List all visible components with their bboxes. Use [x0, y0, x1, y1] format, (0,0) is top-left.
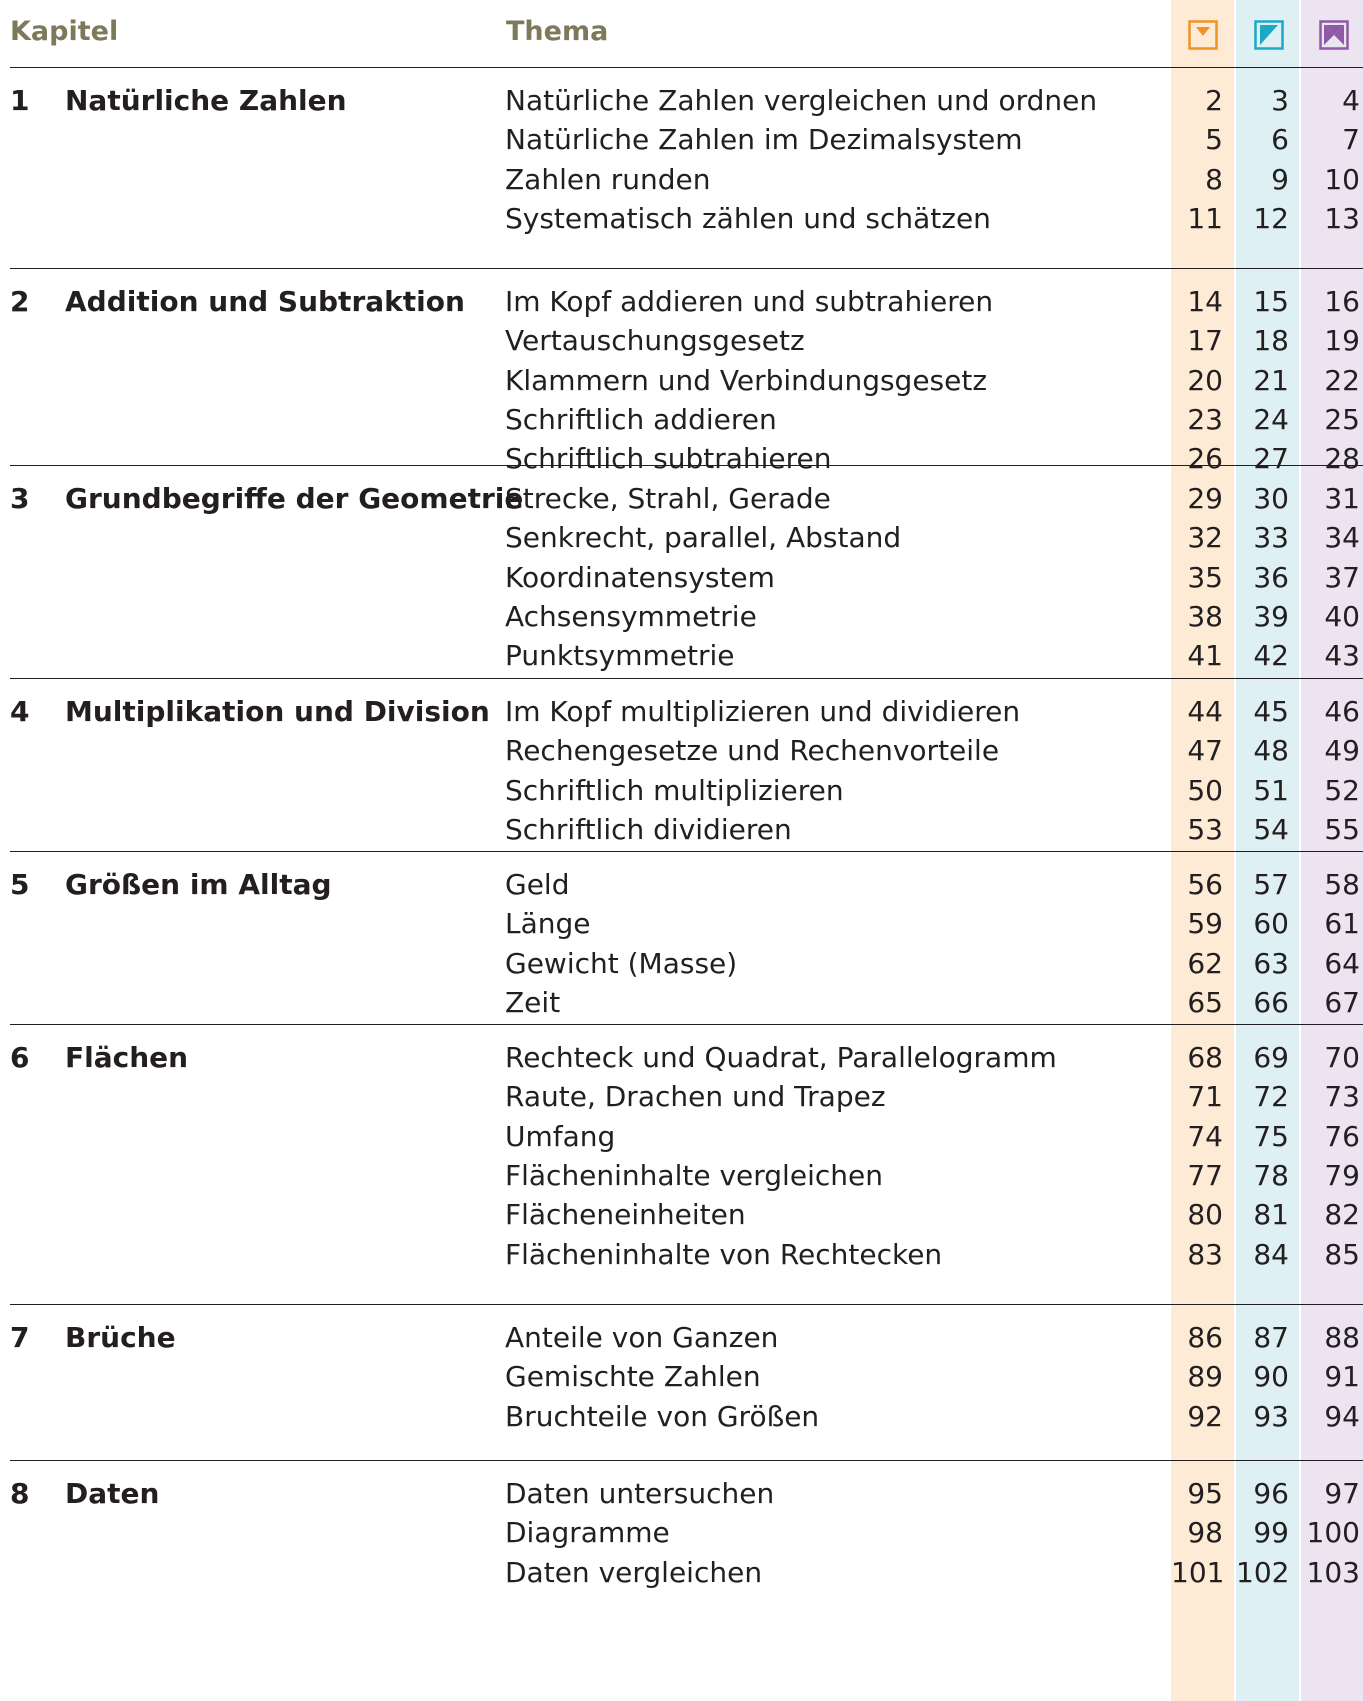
level-medium-icon — [1254, 20, 1284, 50]
page-medium[interactable]: 99 — [1253, 1516, 1289, 1550]
chapter-number: 3 — [10, 482, 30, 515]
topic-name[interactable]: Schriftlich multiplizieren — [505, 773, 844, 807]
page-basic[interactable]: 11 — [1187, 201, 1223, 235]
page-advanced[interactable]: 13 — [1324, 201, 1360, 235]
chapter-title[interactable]: Brüche — [65, 1321, 176, 1354]
page-medium[interactable]: 30 — [1253, 482, 1289, 515]
chapter-title[interactable]: Größen im Alltag — [65, 868, 332, 901]
page-basic[interactable]: 53 — [1187, 812, 1223, 846]
page-basic[interactable]: 56 — [1187, 868, 1223, 901]
page-medium[interactable]: 12 — [1253, 201, 1289, 235]
page-basic[interactable]: 17 — [1187, 324, 1223, 358]
topic-row — [0, 771, 1363, 811]
topic-name[interactable]: Schriftlich subtrahieren — [505, 442, 832, 476]
page-medium[interactable]: 39 — [1253, 599, 1289, 633]
chapter-number: 8 — [10, 1477, 30, 1510]
page-basic[interactable]: 50 — [1187, 773, 1223, 807]
topic-row — [0, 904, 1363, 944]
page-medium[interactable]: 48 — [1253, 734, 1289, 768]
topic-name[interactable]: Rechengesetze und Rechenvorteile — [505, 734, 1000, 768]
chapter-divider — [10, 1460, 1363, 1461]
topic-row — [0, 199, 1363, 239]
page-basic[interactable]: 68 — [1187, 1041, 1223, 1074]
page-basic[interactable]: 101 — [1171, 1555, 1225, 1589]
topic-name[interactable]: Senkrecht, parallel, Abstand — [505, 521, 902, 555]
chapter-divider — [10, 465, 1363, 466]
page-medium[interactable]: 69 — [1253, 1041, 1289, 1074]
page-medium[interactable]: 63 — [1253, 946, 1289, 980]
page-advanced[interactable]: 70 — [1324, 1041, 1360, 1074]
page-advanced[interactable]: 22 — [1324, 363, 1360, 397]
page-advanced[interactable]: 82 — [1324, 1198, 1360, 1232]
page-medium[interactable]: 84 — [1253, 1237, 1289, 1271]
chapter-divider — [10, 1304, 1363, 1305]
topic-name[interactable]: Flächeninhalte von Rechtecken — [505, 1237, 943, 1271]
page-advanced[interactable]: 52 — [1324, 773, 1360, 807]
chapter-number: 4 — [10, 695, 30, 728]
page-advanced[interactable]: 61 — [1324, 907, 1360, 941]
page-medium[interactable]: 81 — [1253, 1198, 1289, 1232]
topic-name[interactable]: Im Kopf multiplizieren und dividieren — [505, 695, 1021, 728]
kapitel-header: Kapitel — [10, 16, 119, 47]
page-advanced[interactable]: 97 — [1324, 1477, 1360, 1510]
page-advanced[interactable]: 76 — [1324, 1119, 1360, 1153]
page-advanced[interactable]: 67 — [1324, 985, 1360, 1019]
page-advanced[interactable]: 91 — [1324, 1360, 1360, 1394]
topic-row — [0, 1077, 1363, 1117]
topic-row — [0, 810, 1363, 850]
topic-row — [0, 1156, 1363, 1196]
page-medium[interactable]: 87 — [1253, 1321, 1289, 1354]
page-advanced[interactable]: 103 — [1306, 1555, 1360, 1589]
page-advanced[interactable]: 79 — [1324, 1158, 1360, 1192]
topic-row — [0, 1195, 1363, 1235]
page-advanced[interactable]: 58 — [1324, 868, 1360, 901]
topic-row — [0, 321, 1363, 361]
page-medium[interactable]: 15 — [1253, 285, 1289, 318]
page-advanced[interactable]: 100 — [1306, 1516, 1360, 1550]
page-advanced[interactable]: 16 — [1324, 285, 1360, 318]
page-basic[interactable]: 44 — [1187, 695, 1223, 728]
page-advanced[interactable]: 34 — [1324, 521, 1360, 555]
topic-row — [0, 479, 1363, 519]
topic-row — [0, 597, 1363, 637]
page-basic[interactable]: 38 — [1187, 599, 1223, 633]
chapter-title[interactable]: Natürliche Zahlen — [65, 84, 347, 117]
topic-row — [0, 983, 1363, 1023]
page-basic[interactable]: 2 — [1205, 84, 1223, 117]
page-advanced[interactable]: 37 — [1324, 560, 1360, 594]
topic-row — [0, 160, 1363, 200]
topic-row — [0, 558, 1363, 598]
page-medium[interactable]: 33 — [1253, 521, 1289, 555]
page-advanced[interactable]: 40 — [1324, 599, 1360, 633]
page-medium[interactable]: 54 — [1253, 812, 1289, 846]
page-medium[interactable]: 6 — [1271, 123, 1289, 157]
page-medium[interactable]: 66 — [1253, 985, 1289, 1019]
page-basic[interactable]: 98 — [1187, 1516, 1223, 1550]
chapter-divider — [10, 268, 1363, 269]
chapter-title[interactable]: Daten — [65, 1477, 160, 1510]
page-medium[interactable]: 21 — [1253, 363, 1289, 397]
topic-row — [0, 1038, 1363, 1078]
page-advanced[interactable]: 64 — [1324, 946, 1360, 980]
chapter-divider — [10, 67, 1363, 68]
topic-name[interactable]: Natürliche Zahlen vergleichen und ordnen — [505, 84, 1098, 117]
topic-row — [0, 400, 1363, 440]
page-advanced[interactable]: 43 — [1324, 639, 1360, 673]
page-advanced[interactable]: 88 — [1324, 1321, 1360, 1354]
page-basic[interactable]: 92 — [1187, 1399, 1223, 1433]
topic-name[interactable]: Strecke, Strahl, Gerade — [505, 482, 831, 515]
page-medium[interactable]: 45 — [1253, 695, 1289, 728]
topic-row — [0, 120, 1363, 160]
page-medium[interactable]: 78 — [1253, 1158, 1289, 1192]
topic-name[interactable]: Geld — [505, 868, 570, 901]
topic-name[interactable]: Umfang — [505, 1119, 616, 1153]
page-basic[interactable]: 77 — [1187, 1158, 1223, 1192]
topic-row — [0, 1397, 1363, 1437]
page-basic[interactable]: 95 — [1187, 1477, 1223, 1510]
page-medium[interactable]: 102 — [1236, 1555, 1290, 1589]
page-advanced[interactable]: 31 — [1324, 482, 1360, 515]
page-basic[interactable]: 80 — [1187, 1198, 1223, 1232]
topic-name[interactable]: Schriftlich dividieren — [505, 812, 792, 846]
topic-row — [0, 1513, 1363, 1553]
chapter-title[interactable]: Flächen — [65, 1041, 189, 1074]
topic-name[interactable]: Koordinatensystem — [505, 560, 775, 594]
topic-row — [0, 518, 1363, 558]
topic-name[interactable]: Flächeneinheiten — [505, 1198, 746, 1232]
topic-row — [0, 636, 1363, 676]
topic-row — [0, 1318, 1363, 1358]
topic-name[interactable]: Systematisch zählen und schätzen — [505, 201, 991, 235]
chapter-divider — [10, 678, 1363, 679]
topic-row — [0, 1357, 1363, 1397]
topic-row — [0, 692, 1363, 732]
page-basic[interactable]: 86 — [1187, 1321, 1223, 1354]
topic-row — [0, 944, 1363, 984]
page-medium[interactable]: 3 — [1271, 84, 1289, 117]
page-basic[interactable]: 59 — [1187, 907, 1223, 941]
page-advanced[interactable]: 25 — [1324, 402, 1360, 436]
chapter-number: 6 — [10, 1041, 30, 1074]
page-medium[interactable]: 24 — [1253, 402, 1289, 436]
level-basic-icon — [1188, 20, 1218, 50]
chapter-title[interactable]: Multiplikation und Division — [65, 695, 490, 728]
page-advanced[interactable]: 73 — [1324, 1080, 1360, 1114]
chapter-number: 1 — [10, 84, 30, 117]
topic-name[interactable]: Vertauschungsgesetz — [505, 324, 805, 358]
topic-row — [0, 1117, 1363, 1157]
page-medium[interactable]: 42 — [1253, 639, 1289, 673]
page-advanced[interactable]: 28 — [1324, 442, 1360, 476]
topic-name[interactable]: Daten untersuchen — [505, 1477, 775, 1510]
page-advanced[interactable]: 49 — [1324, 734, 1360, 768]
page-basic[interactable]: 47 — [1187, 734, 1223, 768]
page-advanced[interactable]: 55 — [1324, 812, 1360, 846]
topic-name[interactable]: Punktsymmetrie — [505, 639, 735, 673]
page-basic[interactable]: 65 — [1187, 985, 1223, 1019]
page-basic[interactable]: 71 — [1187, 1080, 1223, 1114]
chapter-title[interactable]: Addition und Subtraktion — [65, 285, 465, 318]
topic-row — [0, 1474, 1363, 1514]
page-medium[interactable]: 72 — [1253, 1080, 1289, 1114]
topic-row — [0, 865, 1363, 905]
page-basic[interactable]: 26 — [1187, 442, 1223, 476]
topic-name[interactable]: Achsensymmetrie — [505, 599, 757, 633]
topic-name[interactable]: Gewicht (Masse) — [505, 946, 738, 980]
topic-row — [0, 1553, 1363, 1593]
topic-name[interactable]: Im Kopf addieren und subtrahieren — [505, 285, 994, 318]
page-medium[interactable]: 93 — [1253, 1399, 1289, 1433]
topic-name[interactable]: Anteile von Ganzen — [505, 1321, 779, 1354]
page-medium[interactable]: 90 — [1253, 1360, 1289, 1394]
page-basic[interactable]: 5 — [1205, 123, 1223, 157]
page-medium[interactable]: 36 — [1253, 560, 1289, 594]
thema-header: Thema — [506, 16, 609, 47]
topic-name[interactable]: Rechteck und Quadrat, Parallelogramm — [505, 1041, 1057, 1074]
page-basic[interactable]: 29 — [1187, 482, 1223, 515]
topic-name[interactable]: Flächeninhalte vergleichen — [505, 1158, 883, 1192]
page-medium[interactable]: 51 — [1253, 773, 1289, 807]
chapter-divider — [10, 1024, 1363, 1025]
page-basic[interactable]: 62 — [1187, 946, 1223, 980]
topic-row — [0, 361, 1363, 401]
page-advanced[interactable]: 19 — [1324, 324, 1360, 358]
topic-name[interactable]: Klammern und Verbindungsgesetz — [505, 363, 988, 397]
level-advanced-icon — [1319, 20, 1349, 50]
page-basic[interactable]: 8 — [1205, 162, 1223, 196]
page-basic[interactable]: 14 — [1187, 285, 1223, 318]
topic-name[interactable]: Diagramme — [505, 1516, 670, 1550]
page-medium[interactable]: 75 — [1253, 1119, 1289, 1153]
page-basic[interactable]: 89 — [1187, 1360, 1223, 1394]
topic-row — [0, 731, 1363, 771]
chapter-divider — [10, 851, 1363, 852]
page-advanced[interactable]: 85 — [1324, 1237, 1360, 1271]
chapter-number: 2 — [10, 285, 30, 318]
page-advanced[interactable]: 7 — [1342, 123, 1360, 157]
page-medium[interactable]: 18 — [1253, 324, 1289, 358]
page-medium[interactable]: 57 — [1253, 868, 1289, 901]
page-basic[interactable]: 83 — [1187, 1237, 1223, 1271]
topic-name[interactable]: Natürliche Zahlen im Dezimalsystem — [505, 123, 1023, 157]
page-advanced[interactable]: 94 — [1324, 1399, 1360, 1433]
topic-name[interactable]: Länge — [505, 907, 591, 941]
page-medium[interactable]: 60 — [1253, 907, 1289, 941]
chapter-number: 7 — [10, 1321, 30, 1354]
page-basic[interactable]: 20 — [1187, 363, 1223, 397]
topic-name[interactable]: Gemischte Zahlen — [505, 1360, 761, 1394]
page-basic[interactable]: 23 — [1187, 402, 1223, 436]
page-medium[interactable]: 96 — [1253, 1477, 1289, 1510]
topic-row — [0, 1235, 1363, 1275]
page-basic[interactable]: 35 — [1187, 560, 1223, 594]
topic-name[interactable]: Schriftlich addieren — [505, 402, 777, 436]
page-advanced[interactable]: 4 — [1342, 84, 1360, 117]
topic-row — [0, 81, 1363, 121]
chapter-number: 5 — [10, 868, 30, 901]
page-medium[interactable]: 9 — [1271, 162, 1289, 196]
page-advanced[interactable]: 10 — [1324, 162, 1360, 196]
topic-name[interactable]: Zeit — [505, 985, 561, 1019]
page-medium[interactable]: 27 — [1253, 442, 1289, 476]
topic-name[interactable]: Bruchteile von Größen — [505, 1399, 820, 1433]
topic-name[interactable]: Daten vergleichen — [505, 1555, 763, 1589]
topic-row — [0, 282, 1363, 322]
topic-name[interactable]: Zahlen runden — [505, 162, 711, 196]
chapter-title[interactable]: Grundbegriffe der Geometrie — [65, 482, 524, 515]
page-basic[interactable]: 74 — [1187, 1119, 1223, 1153]
page-basic[interactable]: 32 — [1187, 521, 1223, 555]
page-basic[interactable]: 41 — [1187, 639, 1223, 673]
topic-row — [0, 439, 1363, 479]
topic-name[interactable]: Raute, Drachen und Trapez — [505, 1080, 886, 1114]
page-advanced[interactable]: 46 — [1324, 695, 1360, 728]
